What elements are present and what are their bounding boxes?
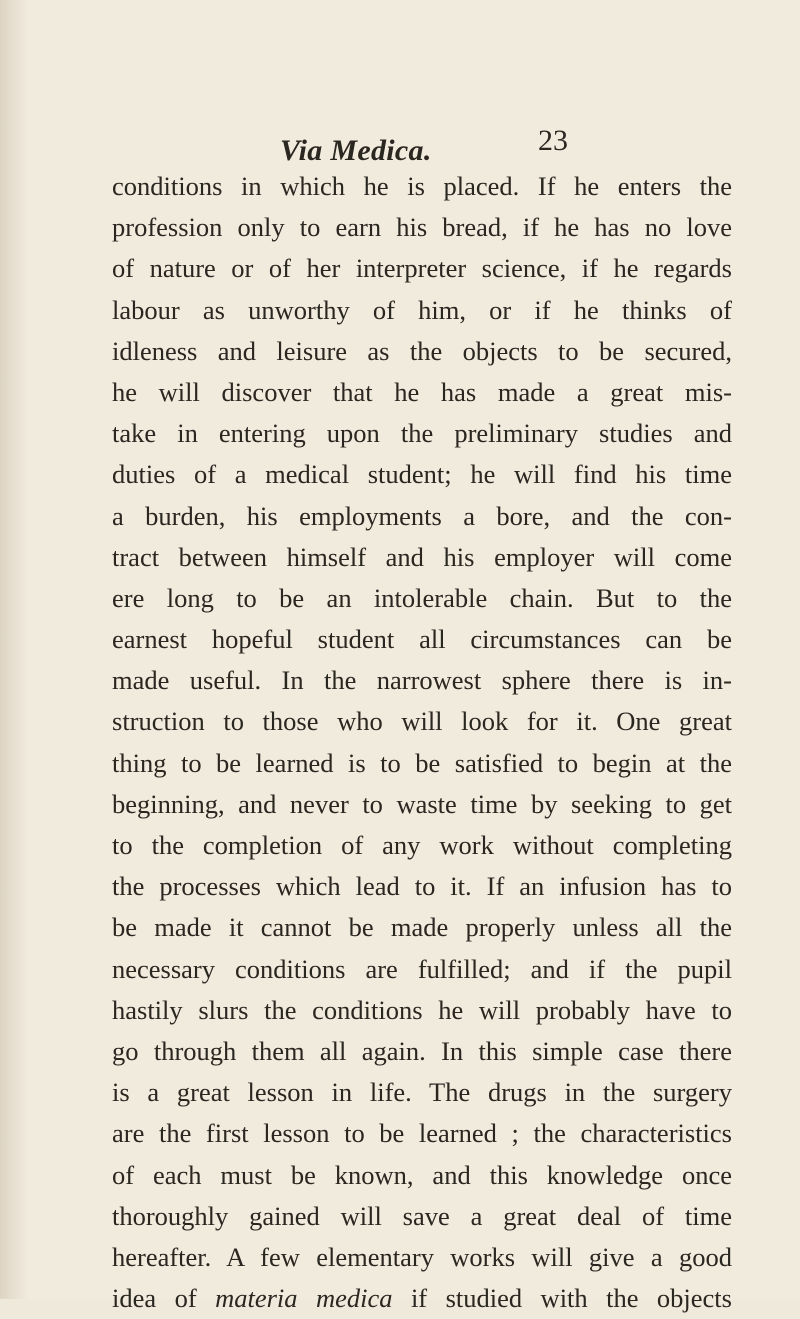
text-line: tract between himself and his employer will come: [112, 541, 732, 572]
page-gutter-shadow: [0, 0, 28, 1299]
text-line: duties of a medical student; he will find his time: [112, 459, 732, 490]
body-text: [112, 166, 732, 1319]
italic-term: materia medica: [215, 1283, 393, 1314]
text-line: the processes which lead to it. If an infusion has to: [112, 871, 732, 902]
text-line: necessary conditions are fulfilled; and if the pupil: [112, 953, 732, 984]
text-line: a burden, his employments a bore, and the con-: [112, 500, 732, 531]
text-line: to the completion of any work without completing: [112, 830, 732, 860]
text-line: is a great lesson in life. The drugs in the surgery: [112, 1077, 732, 1108]
text-line: hastily slurs the conditions he will probably have to: [112, 994, 732, 1025]
text-segment: if studied with the objects: [392, 1283, 732, 1314]
text-line: labour as unworthy of him, or if he thinks of: [112, 294, 732, 325]
text-segment: idea of: [112, 1283, 216, 1314]
page-number: 23: [538, 124, 568, 157]
running-title: Via Medica.: [280, 134, 432, 167]
text-line: struction to those who will look for it. One great: [112, 706, 732, 737]
text-line: are the first lesson to be learned ; the characteristics: [112, 1118, 732, 1149]
text-line: conditions in which he is placed. If he enters the: [112, 171, 732, 201]
text-line: profession only to earn his bread, if he has no love: [112, 212, 732, 243]
text-line: of nature or of her interpreter science, if he regards: [112, 253, 732, 284]
text-line: go through them all again. In this simple case there: [112, 1035, 732, 1066]
text-line: be made it cannot be made properly unless all the: [112, 912, 732, 943]
text-line: thing to be learned is to be satisfied to begin at the: [112, 747, 732, 778]
text-line: idleness and leisure as the objects to be secured,: [112, 335, 732, 366]
text-line: made useful. In the narrowest sphere there is in-: [112, 665, 732, 696]
text-line: take in entering upon the preliminary studies and: [112, 418, 732, 449]
text-line: beginning, and never to waste time by seeking to get: [112, 788, 732, 819]
text-line: hereafter. A few elementary works will give a good: [112, 1241, 732, 1272]
text-line: thoroughly gained will save a great deal of time: [112, 1200, 732, 1231]
text-line: of each must be known, and this knowledge once: [112, 1159, 732, 1190]
text-line: earnest hopeful student all circumstances can be: [112, 624, 732, 655]
text-line: he will discover that he has made a great mis-: [112, 376, 732, 407]
text-line: ere long to be an intolerable chain. But to the: [112, 582, 732, 613]
